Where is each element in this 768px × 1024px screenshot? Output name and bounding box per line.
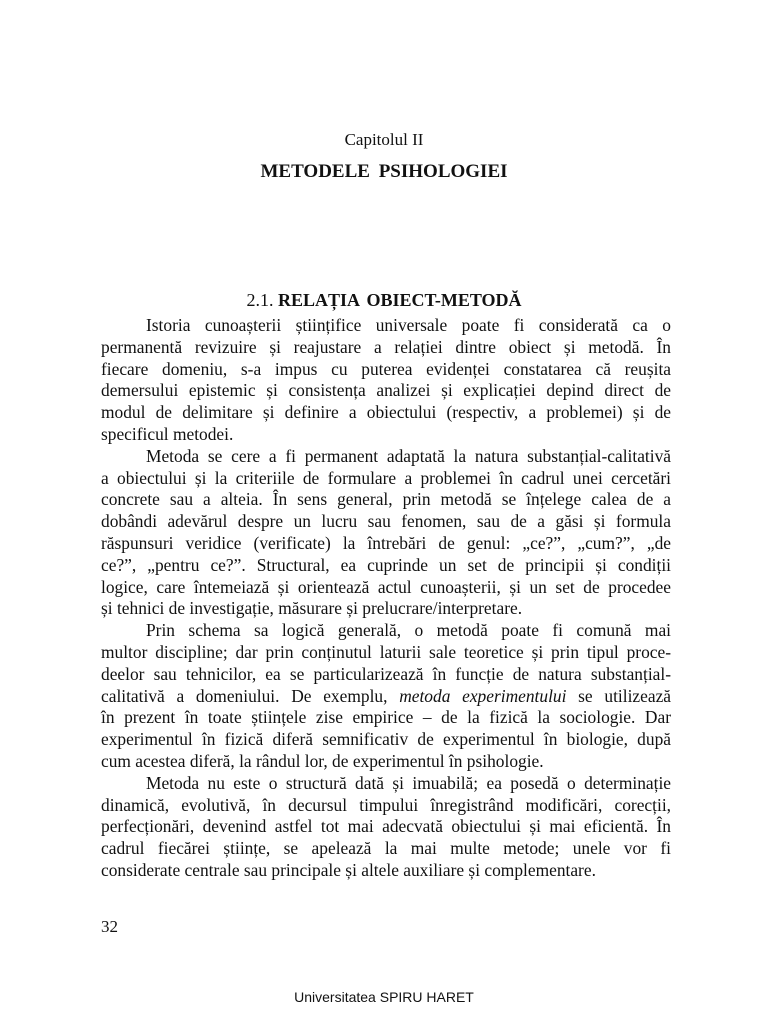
paragraph-3-line-4: calitativă a domeniului. De exemplu, metoda experimentului se utilizează: [101, 685, 672, 706]
chapter-title: METODELE PSIHOLOGIEI: [260, 161, 508, 182]
paragraph-4-line-2: dinamică, evolutivă, în decursul timpului înregistrând modificări, corecții,: [101, 794, 671, 815]
paragraph-2-line-2: a obiectului și la criteriile de formulare a problemei în cadrul unei cercetări: [101, 467, 671, 488]
paragraph-3-line-2: multor discipline; dar prin conținutul laturii sale teoretice și prin tipul proce-: [101, 641, 671, 662]
paragraph-1-line-1: Istoria cunoașterii științifice universale poate fi considerată ca o: [146, 315, 671, 335]
paragraph-2-line-8: și tehnici de investigație, măsurare și prelucrare/interpretare.: [101, 598, 523, 619]
paragraph-3-line-6: experimentul în fizică diferă semnificativ de experimentul în biologie, după: [101, 729, 671, 750]
paragraph-1-line-3: fiecare domeniu, s-a impus cu puterea evidenței constatarea că reușita: [101, 358, 671, 379]
paragraph-1-line-6: specificul metodei.: [101, 423, 234, 444]
paragraph-4-line-4: cadrul fiecărei științe, se apelează la mai multe metode; unele vor fi: [101, 838, 671, 859]
paragraph-1-line-2: permanentă revizuire și reajustare a relației dintre obiect și metodă. În: [101, 336, 671, 357]
paragraph-2-line-5: răspunsuri veridice (verificate) la întrebări de genul: „ce?”, „cum?”, „de: [101, 532, 671, 553]
body-text: [101, 315, 671, 882]
paragraph-3-line-3: deelor sau tehnicilor, ea se particularizează în funcție de natura substanțial-: [101, 663, 671, 684]
paragraph-4-line-1: Metoda nu este o structură dată și imuabilă; ea posedă o determinație: [146, 772, 671, 793]
paragraph-2-line-7: logice, care întemeiază și orientează actul cunoașterii, și un set de procedee: [101, 576, 671, 597]
paragraph-2-line-3: concrete sau a alteia. În sens general, prin metodă se înțelege calea de a: [101, 489, 671, 510]
section-number: 2.1.: [246, 290, 274, 310]
paragraph-1-line-5: modul de delimitare și definire a obiectului (respectiv, a problemei) și de: [101, 402, 671, 423]
paragraph-2-line-1: Metoda se cere a fi permanent adaptată la natura substanțial-calitativă: [146, 445, 671, 466]
paragraph-3-line-5: în prezent în toate științele zise empirice – de la fizică la sociologie. Dar: [101, 707, 671, 728]
paragraph-1-line-4: demersului epistemic și consistența analizei și explicației depind direct de: [101, 380, 671, 401]
section-heading: [0, 287, 768, 313]
paragraph-2-line-6: ce?”, „pentru ce?”. Structural, ea cuprinde un set de principii și condiții: [101, 554, 671, 575]
paragraph-3-line-7: cum acestea diferă, la rândul lor, de experimentul în psihologie.: [101, 750, 544, 771]
paragraph-2-line-4: dobândi adevărul despre un lucru sau fenomen, sau de a găsi și formula: [101, 511, 671, 532]
emphasis-term: metoda experimentului: [399, 685, 567, 706]
paragraph-3-line-1: Prin schema sa logică generală, o metodă poate fi comună mai: [146, 620, 671, 641]
section-title: RELAȚIA OBIECT-METODĂ: [277, 290, 522, 310]
chapter-label: Capitolul II: [344, 130, 424, 149]
paragraph-4-line-5: considerate centrale sau principale și altele auxiliare și complementare.: [101, 859, 596, 880]
paragraph-4-line-3: perfecționări, devenind astfel tot mai adecvată obiectului și mai eficientă. În: [101, 816, 671, 837]
footer-publisher: Universitatea SPIRU HARET: [294, 989, 474, 1005]
page-number: 32: [101, 917, 118, 936]
